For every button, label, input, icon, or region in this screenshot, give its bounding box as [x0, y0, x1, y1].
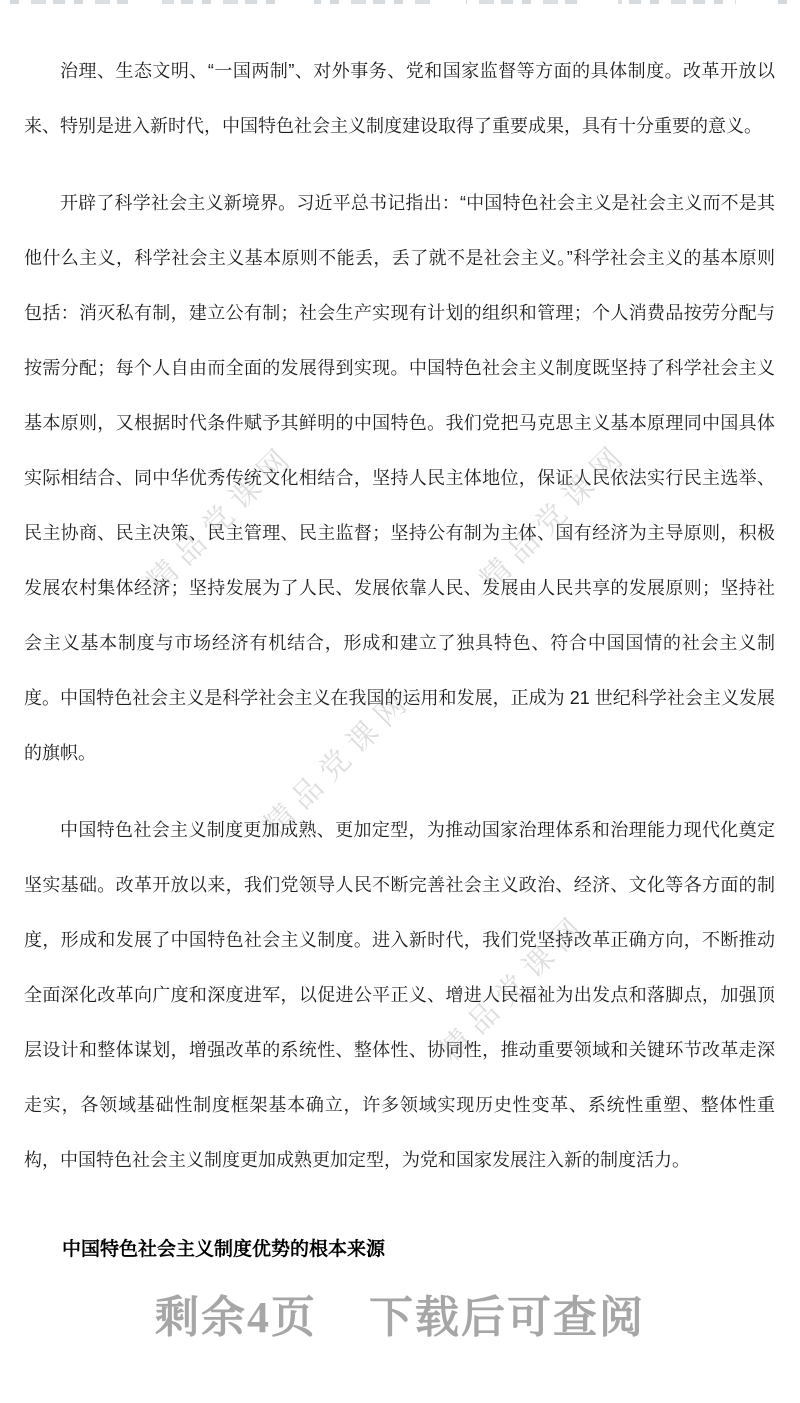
- section-heading: 中国特色社会主义制度优势的根本来源: [62, 1239, 386, 1260]
- paragraph: 中国特色社会主义制度更加成熟、更加定型，为推动国家治理体系和治理能力现代化奠定坚实基础。改革开放以来，我们党领导人民不断完善社会主义政治、经济、文化等各方面的制度，形成和发展了中国特色社会主义制度。进入新时代，我们党坚持改革正确方向，不断推动全面深化改革向广度和深度进军，以促进公平正义、增进人民福祉为出发点和落脚点，加强顶层设计和整体谋划，增强改革的系统性、整体性、协同性，推动重要领域和关键环节改革走深走实，各领域基础性制度框架基本确立，许多领域实现历史性变革、系统性重塑、整体性重构，中国特色社会主义制度更加成熟更加定型，为党和国家发展注入新的制度活力。: [24, 820, 775, 1170]
- watermark-text: 精品党课网: [140, 437, 303, 600]
- footer-notice: [0, 1292, 800, 1345]
- download-hint-label: 下载后可查阅: [369, 1293, 645, 1342]
- watermark-text: 精品党课网: [257, 681, 420, 844]
- remaining-pages-label: 剩余4页: [155, 1293, 317, 1342]
- watermark-text: 精品党课网: [433, 906, 596, 1069]
- article-body: [24, 0, 775, 1277]
- paragraph: 开辟了科学社会主义新境界。习近平总书记指出：“中国特色社会主义是社会主义而不是其他什么主义，科学社会主义基本原则不能丢，丢了就不是社会主义。”科学社会主义的基本原则包括：消灭私有制，建立公有制；社会生产实现有计划的组织和管理；个人消费品按劳分配与按需分配；每个人自由而全面的发展得到实现。中国特色社会主义制度既坚持了科学社会主义基本原则，又根据时代条件赋予其鲜明的中国特色。我们党把马克思主义基本原理同中国具体实际相结合、同中华优秀传统文化相结合，坚持人民主体地位，保证人民依法实行民主选举、民主协商、民主决策、民主管理、民主监督；坚持公有制为主体、国有经济为主导原则，积极发展农村集体经济；坚持发展为了人民、发展依靠人民、发展由人民共享的发展原则；坚持社会主义基本制度与市场经济有机结合，形成和建立了独具特色、符合中国国情的社会主义制度。中国特色社会主义是科学社会主义在我国的运用和发展，正成为 21 世纪科学社会主义发展的旗帜。: [24, 193, 775, 763]
- watermark-text: 精品党课网: [473, 435, 636, 598]
- paragraph: 治理、生态文明、“一国两制”、对外事务、党和国家监督等方面的具体制度。改革开放以来、特别是进入新时代，中国特色社会主义制度建设取得了重要成果，具有十分重要的意义。: [24, 61, 775, 136]
